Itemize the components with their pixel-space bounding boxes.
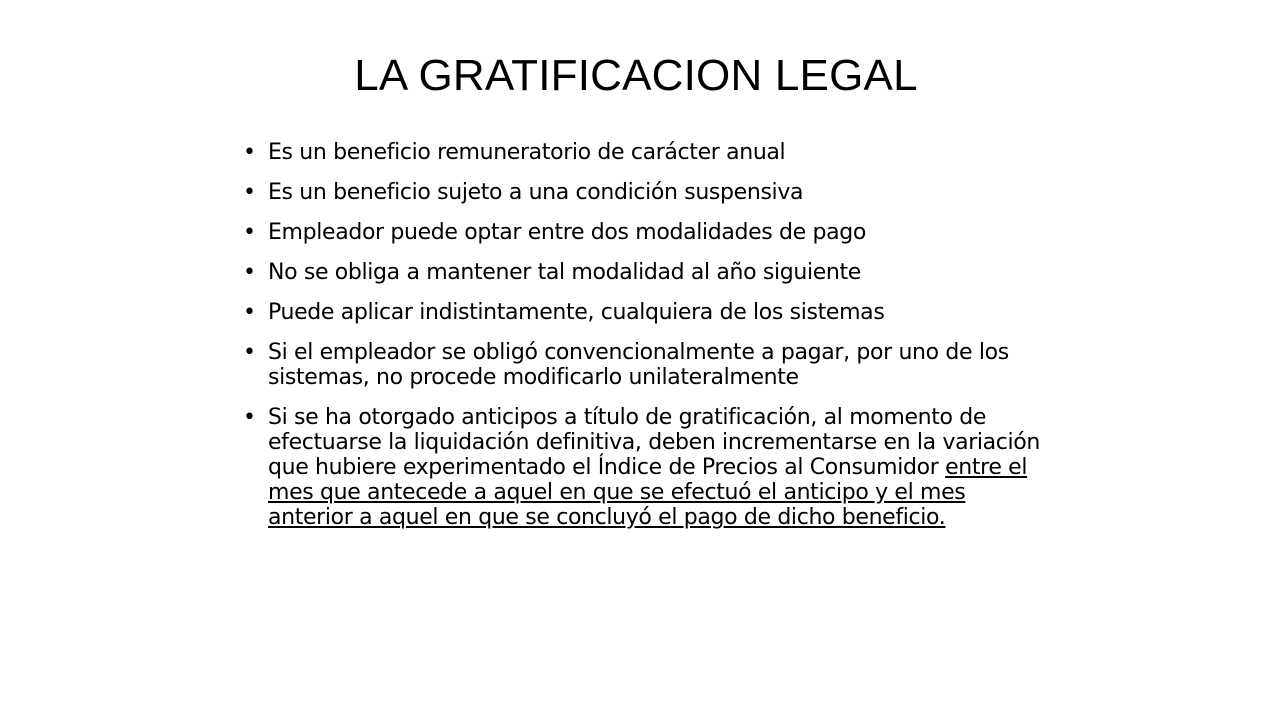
bullet-list: [243, 140, 1043, 545]
bullet-dot-icon: •: [243, 300, 256, 325]
bullet-item: [243, 220, 1043, 245]
slide-title: LA GRATIFICACION LEGAL: [354, 51, 918, 100]
bullet-item: [243, 260, 1043, 285]
bullet-item: [243, 180, 1043, 205]
bullet-dot-icon: •: [243, 140, 256, 165]
bullet-text: Si se ha otorgado anticipos a título de gratificación, al momento de efectuarse la liquidación definitiva, deben incrementarse en la variación que hubiere experimentado el Índice de Precios al Consumidor: [268, 405, 1041, 480]
bullet-item: [243, 140, 1043, 165]
bullet-dot-icon: •: [243, 220, 256, 245]
bullet-text: Puede aplicar indistintamente, cualquiera de los sistemas: [268, 300, 885, 325]
bullet-dot-icon: •: [243, 180, 256, 205]
bullet-text: Si el empleador se obligó convencionalmente a pagar, por uno de los sistemas, no procede modificarlo unilateralmente: [268, 340, 1009, 390]
bullet-dot-icon: •: [243, 340, 256, 365]
bullet-text: Es un beneficio sujeto a una condición suspensiva: [268, 180, 804, 205]
bullet-dot-icon: •: [243, 260, 256, 285]
bullet-text: Empleador puede optar entre dos modalidades de pago: [268, 220, 866, 245]
bullet-dot-icon: •: [243, 405, 256, 430]
bullet-underlined-text: entre el mes que antecede a aquel en que se efectuó el anticipo y el mes anterior a aquel en que se concluyó el pago de dicho beneficio.: [268, 455, 1028, 530]
bullet-item: [243, 340, 1043, 390]
bullet-item: [243, 405, 1043, 530]
bullet-text: No se obliga a mantener tal modalidad al año siguiente: [268, 260, 861, 285]
bullet-text: Es un beneficio remuneratorio de carácter anual: [268, 140, 786, 165]
bullet-item: [243, 300, 1043, 325]
